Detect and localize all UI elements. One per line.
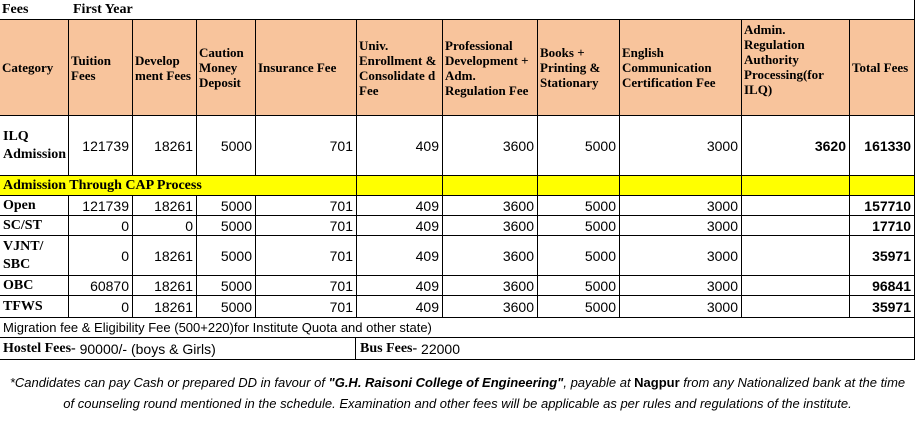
header-row — [0, 20, 915, 116]
cap-row-value-text: 5000 — [584, 277, 616, 294]
cap-row-value-text: 5000 — [220, 298, 252, 315]
cap-row-value-text: 96841 — [872, 277, 911, 294]
cap-row-value-7 — [538, 196, 620, 216]
cap-title-fill-cell — [850, 176, 915, 196]
cap-row-value-text: 3000 — [706, 247, 738, 264]
cap-row-value-6 — [443, 296, 538, 318]
cap-row-value-text: 5000 — [220, 277, 252, 294]
header-total-text: Total Fees — [852, 60, 909, 75]
cap-row-value-text: 701 — [329, 217, 353, 234]
cap-row-value-2 — [133, 236, 197, 276]
cap-row-value-7 — [538, 276, 620, 296]
cap-row-value-text: 5000 — [220, 247, 252, 264]
cap-row-value-text: 5000 — [584, 217, 616, 234]
cap-row-value-3 — [197, 236, 256, 276]
bus-value: 22000 — [417, 340, 460, 357]
cap-title-fill-cell — [357, 176, 443, 196]
cap-row-value-2 — [133, 216, 197, 236]
fees-label — [0, 0, 69, 20]
header-tuition-text: Tuition Fees — [71, 52, 111, 83]
fees-label-text: Fees — [2, 2, 29, 17]
cap-row-value-text: 409 — [415, 197, 439, 214]
cap-row-value-text: 18261 — [154, 277, 193, 294]
cap-row-category — [0, 236, 69, 276]
cap-row-value-3 — [197, 196, 256, 216]
cap-row — [0, 236, 915, 276]
bus-label: Bus Fees- — [360, 340, 418, 356]
cap-row-value-2 — [133, 296, 197, 318]
cap-row-value-3 — [197, 276, 256, 296]
cap-row-category-text: SC/ST — [3, 217, 42, 233]
footnote-city: Nagpur — [634, 375, 680, 390]
cap-row-category-text: VJNT/ SBC — [3, 238, 44, 272]
cap-row — [0, 276, 915, 296]
cap-row-value-text: 0 — [121, 217, 129, 234]
ilq-value-text: 3600 — [502, 137, 534, 154]
ilq-value-text: 18261 — [154, 137, 193, 154]
header-english — [620, 20, 742, 116]
header-admin — [742, 20, 850, 116]
cap-row-value-text: 3600 — [502, 277, 534, 294]
cap-row-value-text: 701 — [329, 197, 353, 214]
ilq-category — [0, 116, 69, 176]
cap-row-category — [0, 296, 69, 318]
header-books-text: Books + Printing & Stationary — [540, 45, 601, 90]
hostel-bus-row — [0, 338, 915, 360]
cap-row-value-text: 5000 — [220, 217, 252, 234]
header-books — [538, 20, 620, 116]
cap-row-value-2 — [133, 276, 197, 296]
cap-title-row — [0, 176, 915, 196]
cap-row-category-text: Open — [3, 197, 36, 213]
ilq-value-10 — [850, 116, 915, 176]
cap-row-value-10 — [850, 276, 915, 296]
footnote-college: "G.H. Raisoni College of Engineering" — [328, 375, 564, 390]
ilq-value-text: 5000 — [584, 137, 616, 154]
header-total — [850, 20, 915, 116]
cap-title-fill-cell — [742, 176, 850, 196]
title-row — [0, 0, 915, 20]
hostel-fees — [0, 338, 356, 360]
header-univ — [357, 20, 443, 116]
cap-row-value-text: 35971 — [872, 247, 911, 264]
footnote-part1: *Candidates can pay Cash or prepared DD in favour of — [9, 375, 329, 390]
cap-row-value-10 — [850, 216, 915, 236]
cap-row-value-10 — [850, 196, 915, 216]
ilq-value-5 — [357, 116, 443, 176]
cap-title-fill-cell — [256, 176, 357, 196]
cap-row-value-1 — [69, 196, 133, 216]
ilq-value-9 — [742, 116, 850, 176]
cap-row-value-text: 3000 — [706, 217, 738, 234]
cap-row-value-text: 5000 — [220, 197, 252, 214]
ilq-category-text: ILQ Admission — [3, 128, 67, 162]
cap-row-value-text: 3600 — [502, 197, 534, 214]
cap-row-value-9 — [742, 216, 850, 236]
ilq-value-2 — [133, 116, 197, 176]
cap-row-value-text: 0 — [121, 247, 129, 264]
cap-row-value-5 — [357, 216, 443, 236]
cap-row-value-6 — [443, 196, 538, 216]
cap-row-category — [0, 276, 69, 296]
cap-row-value-1 — [69, 216, 133, 236]
cap-row-value-8 — [620, 196, 742, 216]
cap-row-value-text: 5000 — [584, 197, 616, 214]
footnote — [6, 372, 909, 416]
header-tuition — [69, 20, 133, 116]
hostel-value: 90000/- (boys & Girls) — [75, 340, 216, 357]
cap-row-value-text: 409 — [415, 277, 439, 294]
cap-row-value-7 — [538, 236, 620, 276]
cap-row-value-5 — [357, 276, 443, 296]
cap-row-value-4 — [256, 216, 357, 236]
header-caution — [197, 20, 256, 116]
cap-row-value-text: 701 — [329, 298, 353, 315]
ilq-row — [0, 116, 915, 176]
cap-row-value-5 — [357, 196, 443, 216]
cap-row-value-7 — [538, 216, 620, 236]
cap-row-value-8 — [620, 236, 742, 276]
cap-row-value-text: 701 — [329, 277, 353, 294]
cap-row-value-3 — [197, 296, 256, 318]
header-professional-text: Professional Development + Adm. Regulation Fee — [445, 37, 529, 98]
cap-title-text: Admission Through CAP Process — [3, 177, 202, 193]
migration-note-text: Migration fee & Eligibility Fee (500+220)for Institute Quota and other state) — [3, 320, 432, 335]
cap-row-value-text: 5000 — [584, 298, 616, 315]
cap-row-value-3 — [197, 216, 256, 236]
year-label-text: First Year — [73, 2, 133, 17]
cap-title-fill-cell — [443, 176, 538, 196]
cap-row-value-text: 409 — [415, 247, 439, 264]
year-label — [69, 0, 915, 20]
ilq-value-text: 121739 — [82, 137, 129, 154]
cap-row-value-text: 409 — [415, 217, 439, 234]
cap-row-value-text: 3600 — [502, 298, 534, 315]
cap-row-value-4 — [256, 276, 357, 296]
cap-row-value-4 — [256, 196, 357, 216]
ilq-value-8 — [620, 116, 742, 176]
cap-row-value-text: 60870 — [90, 277, 129, 294]
header-admin-text: Admin. Regulation Authority Processing(for ILQ) — [744, 22, 824, 97]
cap-row-category — [0, 196, 69, 216]
cap-row — [0, 296, 915, 318]
cap-title-fill-cell — [620, 176, 742, 196]
ilq-value-text: 701 — [329, 137, 353, 154]
hostel-label: Hostel Fees- — [3, 340, 76, 356]
header-category — [0, 20, 69, 116]
cap-row-value-6 — [443, 236, 538, 276]
cap-row-value-text: 0 — [185, 217, 193, 234]
cap-row-value-6 — [443, 216, 538, 236]
header-professional — [443, 20, 538, 116]
ilq-value-6 — [443, 116, 538, 176]
cap-row-value-text: 701 — [329, 247, 353, 264]
cap-row-value-2 — [133, 196, 197, 216]
cap-row-category-text: TFWS — [3, 298, 43, 314]
cap-row-value-1 — [69, 296, 133, 318]
cap-row-value-4 — [256, 236, 357, 276]
cap-row-value-text: 18261 — [154, 298, 193, 315]
ilq-value-3 — [197, 116, 256, 176]
cap-row-value-8 — [620, 216, 742, 236]
ilq-value-7 — [538, 116, 620, 176]
cap-row-value-text: 3000 — [706, 277, 738, 294]
cap-row-value-text: 18261 — [154, 197, 193, 214]
header-category-text: Category — [2, 60, 54, 75]
cap-row-value-5 — [357, 236, 443, 276]
cap-row-value-text: 35971 — [872, 298, 911, 315]
header-insurance — [256, 20, 357, 116]
bus-fees — [356, 338, 915, 360]
header-english-text: English Communication Certification Fee — [622, 45, 716, 90]
footnote-part2: , payable at — [563, 375, 635, 390]
cap-row-value-10 — [850, 236, 915, 276]
header-univ-text: Univ. Enrollment & Consolidate d Fee — [359, 37, 437, 98]
ilq-value-1 — [69, 116, 133, 176]
header-development — [133, 20, 197, 116]
cap-row-category — [0, 216, 69, 236]
ilq-value-text: 5000 — [220, 137, 252, 154]
cap-row-value-text: 3000 — [706, 197, 738, 214]
cap-row-value-10 — [850, 296, 915, 318]
cap-row-value-8 — [620, 276, 742, 296]
migration-row — [0, 318, 915, 338]
cap-row-value-4 — [256, 296, 357, 318]
cap-row-value-text: 17710 — [872, 217, 911, 234]
cap-row-value-text: 3000 — [706, 298, 738, 315]
cap-row-value-7 — [538, 296, 620, 318]
header-insurance-text: Insurance Fee — [258, 60, 337, 75]
cap-row-value-1 — [69, 236, 133, 276]
header-development-text: Develop ment Fees — [135, 52, 191, 83]
cap-row-value-1 — [69, 276, 133, 296]
cap-row-value-text: 0 — [121, 298, 129, 315]
footnote-part3: from any Nationalized bank at the time of counseling round mentioned in the schedule. Examination and other fees will be applicable as per rules and regulations of the institute. — [63, 375, 906, 411]
cap-row-value-9 — [742, 196, 850, 216]
ilq-value-text: 409 — [415, 137, 439, 154]
cap-row-category-text: OBC — [3, 277, 34, 293]
cap-row-value-9 — [742, 296, 850, 318]
cap-title-fill-cell — [538, 176, 620, 196]
cap-row-value-text: 18261 — [154, 247, 193, 264]
cap-row-value-text: 121739 — [82, 197, 129, 214]
ilq-value-text: 161330 — [864, 137, 911, 154]
migration-note — [0, 318, 915, 338]
ilq-value-4 — [256, 116, 357, 176]
cap-row-value-text: 3600 — [502, 217, 534, 234]
ilq-value-text: 3620 — [814, 137, 846, 154]
cap-row — [0, 196, 915, 216]
cap-row-value-5 — [357, 296, 443, 318]
cap-row-value-text: 5000 — [584, 247, 616, 264]
cap-row-value-text: 3600 — [502, 247, 534, 264]
cap-row-value-8 — [620, 296, 742, 318]
cap-row — [0, 216, 915, 236]
ilq-value-text: 3000 — [706, 137, 738, 154]
cap-row-value-6 — [443, 276, 538, 296]
cap-title — [0, 176, 258, 196]
cap-row-value-9 — [742, 276, 850, 296]
header-caution-text: Caution Money Deposit — [199, 45, 244, 90]
cap-row-value-text: 157710 — [864, 197, 911, 214]
cap-row-value-text: 409 — [415, 298, 439, 315]
cap-row-value-9 — [742, 236, 850, 276]
